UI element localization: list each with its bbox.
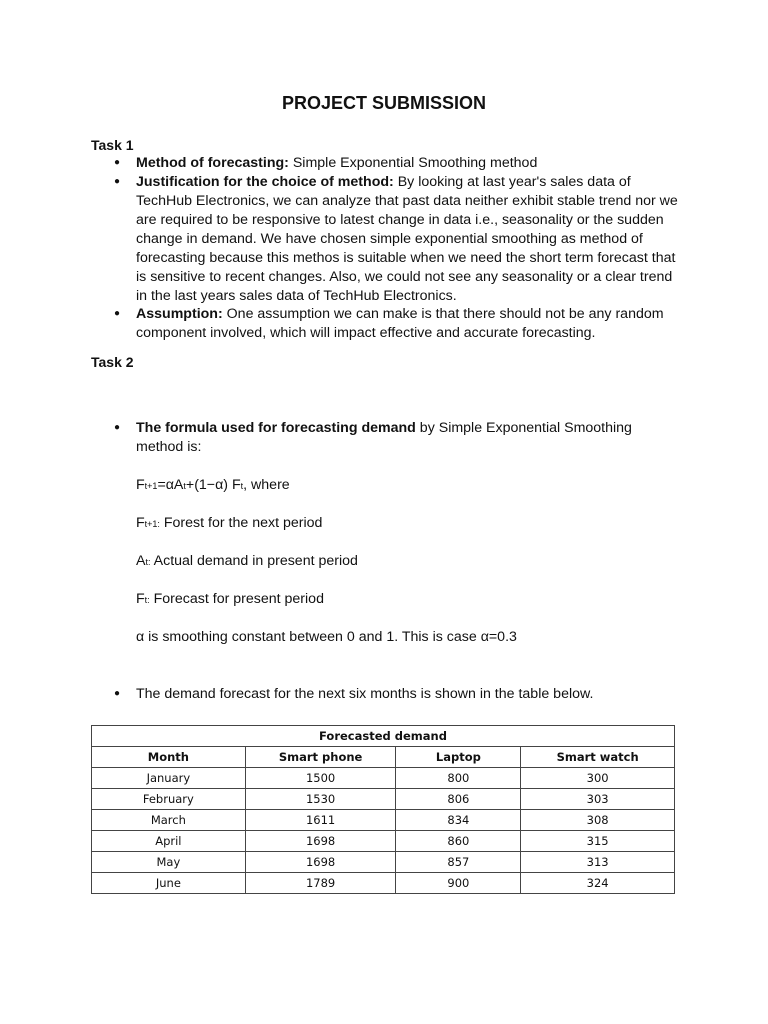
table-cell: 834 [396, 810, 521, 831]
table-cell: 806 [396, 789, 521, 810]
table-row [92, 852, 675, 873]
table-cell: 860 [396, 831, 521, 852]
forecast-table [91, 725, 675, 894]
task2-heading: Task 2 [91, 354, 134, 370]
table-cell: April [92, 831, 246, 852]
def-sub: t+1: [144, 519, 160, 529]
def-symbol: F [136, 591, 145, 607]
table-cell: February [92, 789, 246, 810]
table-cell: 324 [521, 873, 675, 894]
def-sub: t: [145, 557, 151, 567]
formula [136, 476, 290, 496]
bullet-icon: ● [114, 176, 121, 187]
table-row [92, 768, 675, 789]
header-month: Month [92, 747, 246, 768]
definition-forecast-present [136, 590, 324, 610]
formula-sub: t [240, 481, 244, 491]
justification-text: By looking at last year's sales data of TechHub Electronics, we can analyze that past data neither exhibit stable trend nor we are required to be responsive to latest change in data i.e., seasonality or the sudden change in demand. We have chosen simple exponential smoothing as method of forecasting because this methos is suitable when we need the short term forecast that is sensitive to recent changes. Also, we could not see any seasonality or a clear trend in the last years sales data of TechHub Electronics. [136, 174, 678, 304]
assumption-item [136, 305, 681, 343]
table-cell: 800 [396, 768, 521, 789]
table-row [92, 810, 675, 831]
table-cell: 308 [521, 810, 675, 831]
bullet-icon: ● [114, 157, 121, 168]
def-text: Forest for the next period [159, 515, 323, 531]
table-cell: 313 [521, 852, 675, 873]
table-header-row [92, 747, 675, 768]
formula-part: , where [243, 477, 290, 493]
bullet-icon: ● [114, 422, 121, 433]
table-row [92, 831, 675, 852]
header-smart-phone: Smart phone [245, 747, 396, 768]
header-laptop: Laptop [396, 747, 521, 768]
table-cell: 315 [521, 831, 675, 852]
table-cell: June [92, 873, 246, 894]
formula-part: +(1−α) F [185, 477, 241, 493]
table-cell: 1611 [245, 810, 396, 831]
formula-intro-text: by Simple Exponential Smoothing method is: [136, 420, 632, 455]
formula-part: =αA [157, 477, 184, 493]
task1-heading: Task 1 [91, 137, 134, 153]
table-row [92, 789, 675, 810]
table-caption: Forecasted demand [92, 726, 675, 747]
table-intro: The demand forecast for the next six months is shown in the table below. [136, 686, 594, 702]
definition-actual-demand [136, 552, 358, 572]
method-item [136, 154, 681, 173]
table-cell: May [92, 852, 246, 873]
def-sub: t: [144, 595, 150, 605]
formula-sub: t [183, 481, 186, 491]
def-symbol: F [136, 515, 145, 531]
table-cell: 900 [396, 873, 521, 894]
assumption-label: Assumption: [136, 306, 223, 322]
table-cell: 1789 [245, 873, 396, 894]
justification-label: Justification for the choice of method: [136, 174, 394, 190]
method-label: Method of forecasting: [136, 155, 289, 171]
table-row [92, 873, 675, 894]
formula-part: F [136, 477, 145, 493]
header-smart-watch: Smart watch [521, 747, 675, 768]
definition-forecast-next [136, 514, 322, 534]
table-cell: 300 [521, 768, 675, 789]
def-text: Forecast for present period [149, 591, 324, 607]
method-text: Simple Exponential Smoothing method [288, 155, 538, 171]
bullet-icon: ● [114, 688, 121, 699]
page-title: PROJECT SUBMISSION [281, 93, 487, 113]
table-cell: 303 [521, 789, 675, 810]
table-cell: 1698 [245, 852, 396, 873]
assumption-text: One assumption we can make is that there should not be any random component involved, which will impact effective and accurate forecasting. [136, 306, 664, 341]
table-cell: 1530 [245, 789, 396, 810]
table-cell: March [92, 810, 246, 831]
justification-item [136, 173, 681, 306]
def-text: Actual demand in present period [150, 553, 358, 569]
alpha-note: α is smoothing constant between 0 and 1. This is case α=0.3 [136, 629, 517, 645]
table-cell: 1698 [245, 831, 396, 852]
bullet-icon: ● [114, 308, 121, 319]
table-cell: 857 [396, 852, 521, 873]
formula-sub: t+1 [144, 481, 158, 491]
formula-intro [136, 419, 681, 457]
table-cell: 1500 [245, 768, 396, 789]
formula-intro-label: The formula used for forecasting demand [136, 420, 416, 436]
def-symbol: A [136, 553, 146, 569]
table-cell: January [92, 768, 246, 789]
